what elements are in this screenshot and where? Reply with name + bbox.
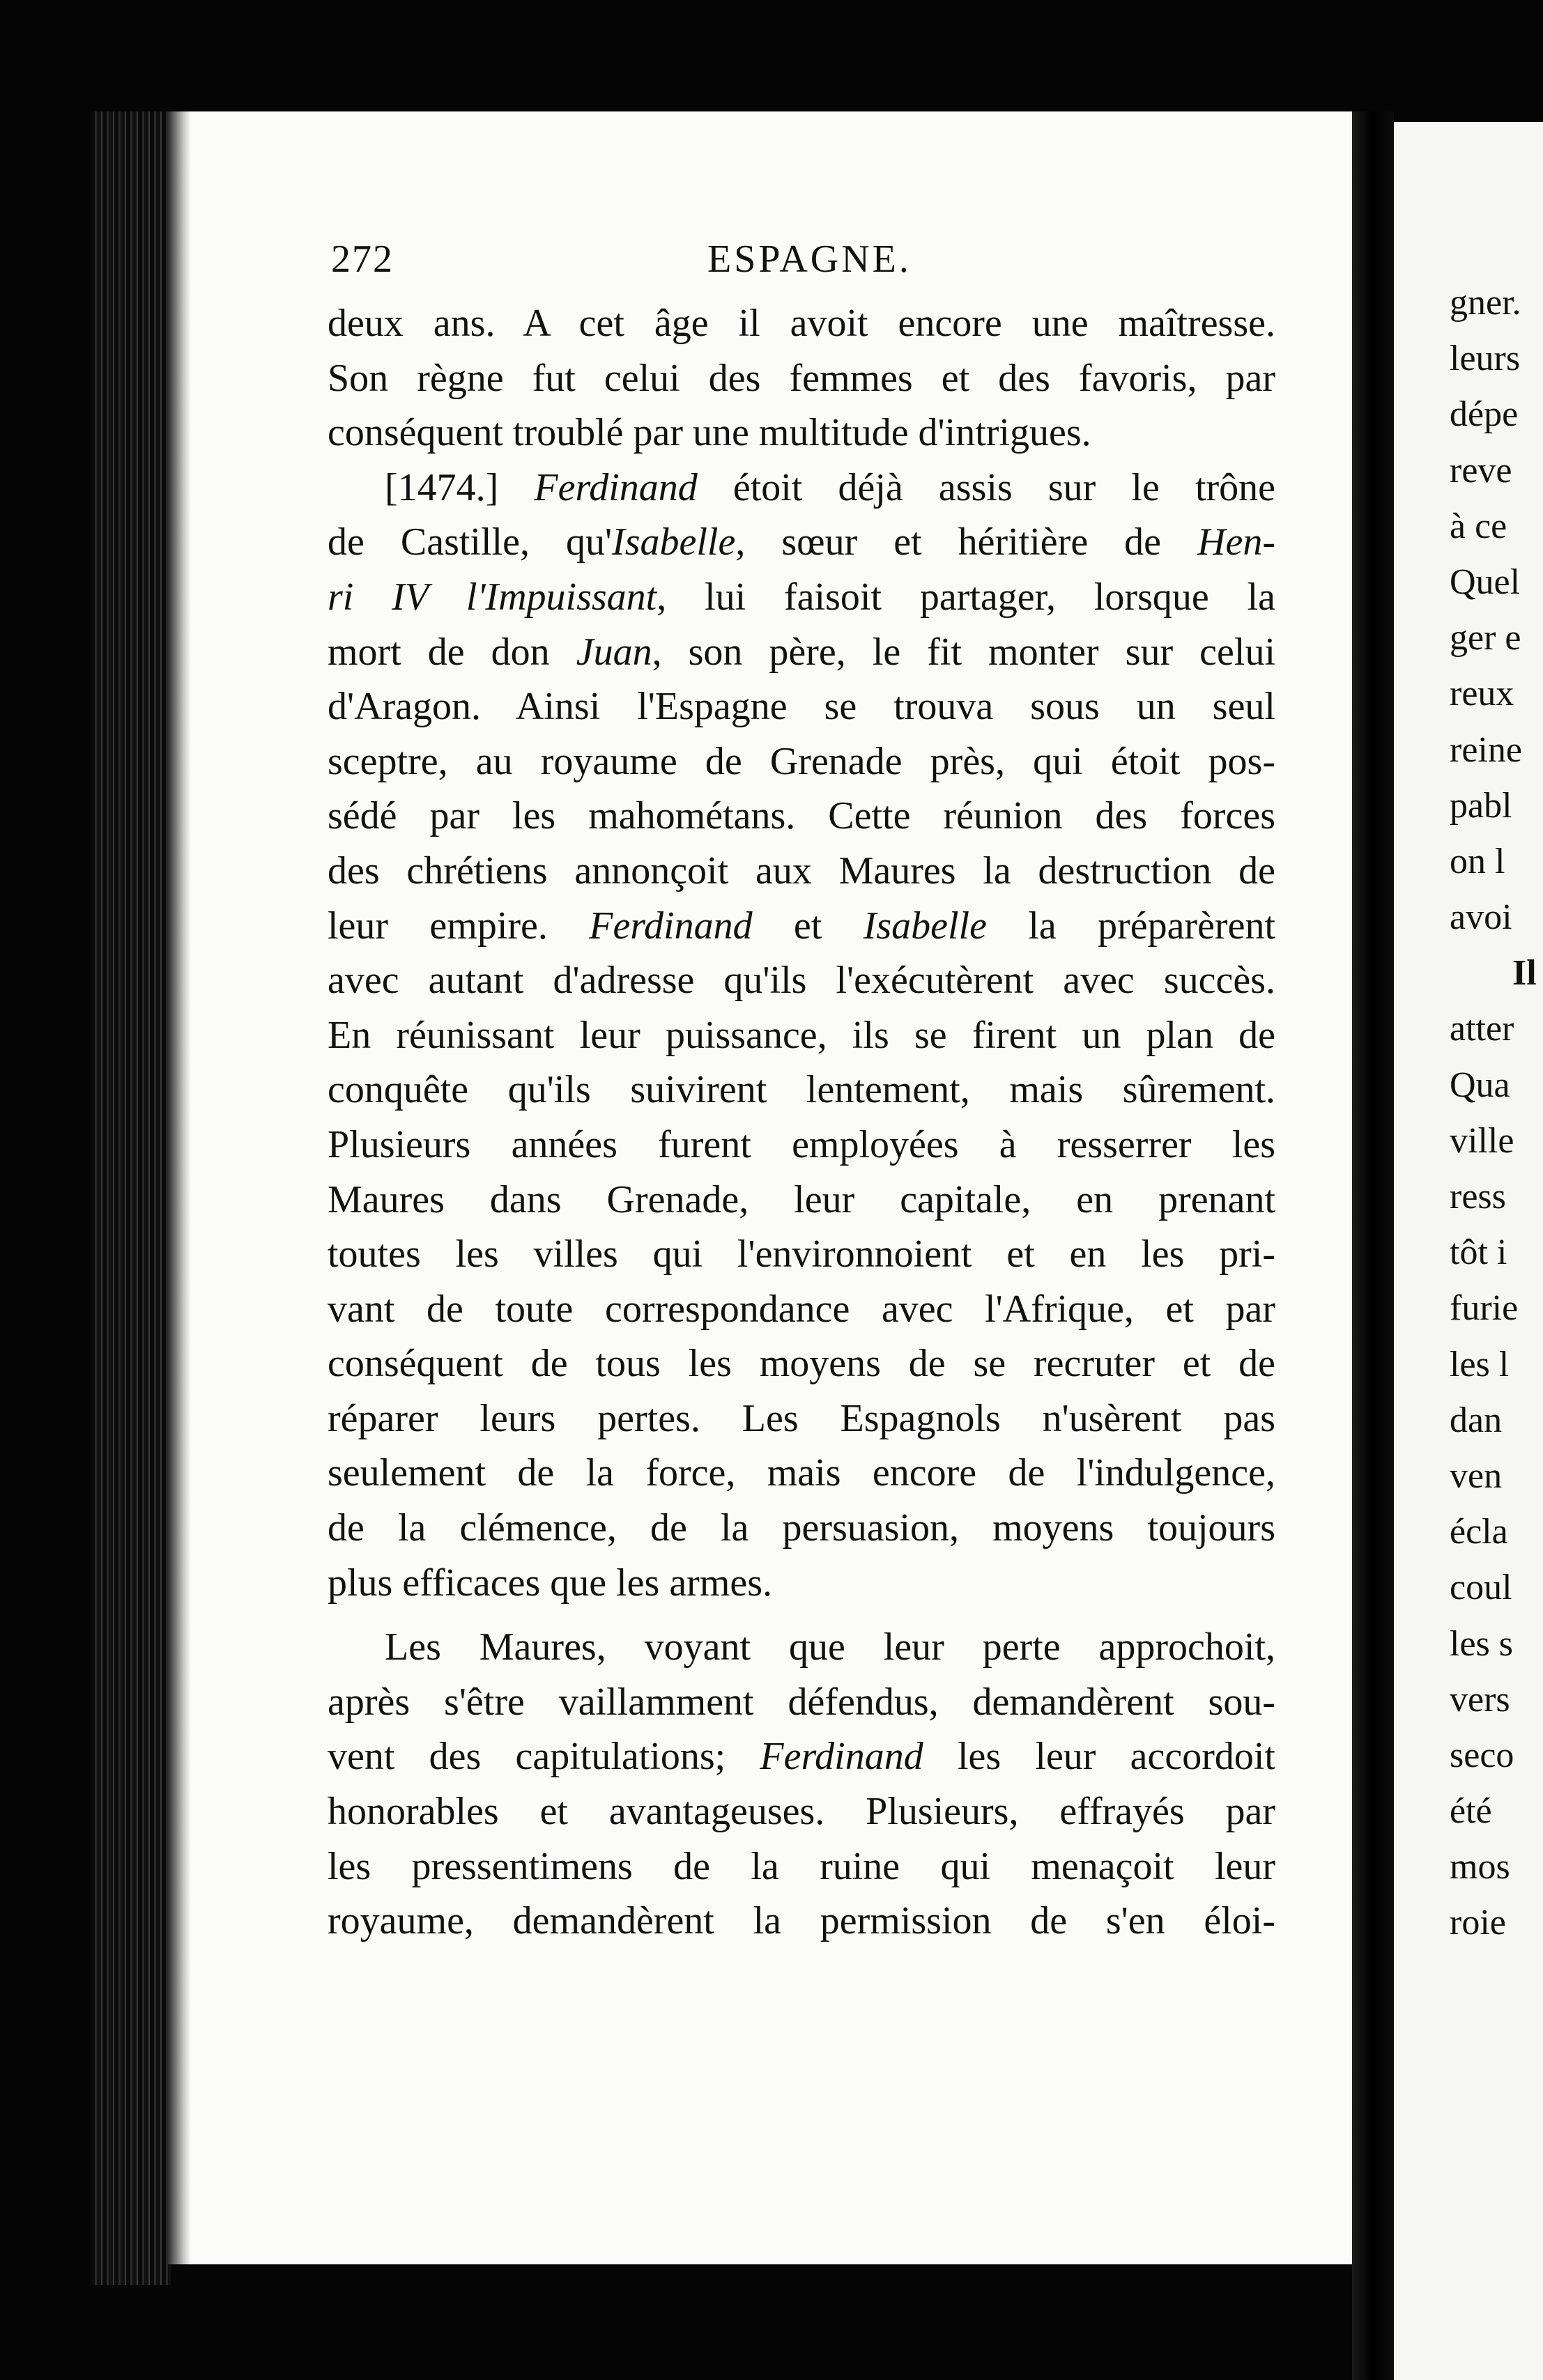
facing-page-fragment: dan — [1450, 1400, 1503, 1440]
text-line — [328, 1062, 1275, 1118]
text-run: vent des capitulations; — [328, 1735, 760, 1779]
text-run: Maures dans Grenade, leur capitale, en prenant — [328, 1177, 1275, 1221]
facing-page-fragment: les l — [1450, 1344, 1510, 1384]
text-line — [328, 734, 1275, 789]
text-run: vant de toute correspondance avec l'Afrique, et par — [328, 1287, 1275, 1331]
page-header — [331, 237, 1279, 286]
text-line — [328, 1118, 1275, 1173]
text-run: conséquent troublé par une multitude d'intrigues. — [328, 411, 1091, 455]
text-line — [328, 1556, 1275, 1611]
text-line — [328, 1336, 1275, 1391]
text-run: En réunissant leur puissance, ils se firent un plan de — [328, 1013, 1275, 1057]
book-binding-edge — [91, 111, 171, 2285]
text-run: de la clémence, de la persuasion, moyens toujours — [328, 1506, 1275, 1550]
text-run: [1474.] — [385, 465, 535, 509]
text-run: conséquent de tous les moyens de se recruter et de — [328, 1342, 1275, 1386]
text-run: de Castille, qu' — [328, 520, 613, 564]
text-line — [328, 1894, 1275, 1949]
text-line — [328, 1501, 1275, 1556]
facing-page-fragment: reine — [1450, 729, 1522, 770]
facing-page-fragment: dépe — [1450, 394, 1519, 435]
text-run: les leur accordoit — [923, 1735, 1275, 1779]
facing-page-fragment: furie — [1450, 1288, 1519, 1329]
text-run: royaume, demandèrent la permission de s'en éloi- — [328, 1899, 1275, 1943]
facing-page-fragment: à ce — [1450, 506, 1507, 546]
text-run: la préparèrent — [986, 904, 1275, 948]
text-run: seulement de la force, mais encore de l'indulgence, — [328, 1451, 1275, 1495]
text-line — [328, 899, 1275, 954]
text-line — [328, 570, 1275, 625]
text-run: deux ans. A cet âge il avoit encore une maîtresse. — [328, 302, 1275, 345]
text-line — [328, 953, 1275, 1008]
text-run: , son père, le fit monter sur celui — [652, 630, 1275, 674]
page-edge-shadow — [1352, 111, 1394, 2380]
text-line — [328, 679, 1275, 734]
text-line — [328, 1620, 1275, 1675]
text-line — [328, 1173, 1275, 1228]
text-run: mort de don — [328, 630, 576, 674]
text-run: Son règne fut celui des femmes et des favoris, par — [328, 356, 1275, 400]
facing-page-fragment: reve — [1450, 450, 1512, 490]
facing-page-fragment: on l — [1450, 841, 1505, 881]
facing-page-fragment: les s — [1450, 1623, 1513, 1664]
text-line — [328, 1391, 1275, 1446]
text-line — [328, 1008, 1275, 1063]
facing-page-fragment: roie — [1450, 1903, 1506, 1943]
facing-page-fragment: vers — [1450, 1679, 1510, 1720]
text-line — [328, 1729, 1275, 1784]
text-run: Les Maures, voyant que leur perte approchoit, — [385, 1625, 1275, 1669]
text-run: après s'être vaillamment défendus, demandèrent sou- — [328, 1680, 1275, 1724]
facing-page-fragment: seco — [1450, 1735, 1514, 1775]
page-number: 272 — [331, 238, 394, 281]
page-gutter-shadow — [167, 111, 191, 2264]
text-line — [328, 1227, 1275, 1282]
text-line — [328, 1839, 1275, 1894]
text-line — [328, 1784, 1275, 1839]
text-run: , sœur et héritière de — [735, 520, 1198, 564]
text-line — [328, 625, 1275, 680]
text-run: d'Aragon. Ainsi l'Espagne se trouva sous un seul — [328, 685, 1275, 729]
text-run: des chrétiens annonçoit aux Maures la destruction de — [328, 849, 1275, 892]
text-run: sédé par les mahométans. Cette réunion des forces — [328, 794, 1275, 838]
facing-page-fragment: ven — [1450, 1455, 1503, 1496]
text-run: honorables et avantageuses. Plusieurs, effrayés par — [328, 1790, 1275, 1834]
facing-page-text — [1450, 275, 1543, 1952]
facing-page-fragment: été — [1450, 1791, 1492, 1832]
facing-page-fragment: ger e — [1450, 618, 1521, 658]
italic-name: ri IV l'Impuissant — [328, 575, 657, 619]
facing-page-fragment: mos — [1450, 1847, 1510, 1887]
text-line — [328, 1282, 1275, 1337]
facing-page-fragment: ville — [1450, 1120, 1514, 1161]
text-run: avec autant d'adresse qu'ils l'exécutèrent avec succès. — [328, 959, 1275, 1003]
italic-name: Hen- — [1197, 520, 1275, 564]
italic-name: Ferdinand — [534, 465, 698, 509]
text-line — [328, 1675, 1275, 1730]
text-line — [328, 461, 1275, 516]
text-line — [328, 351, 1275, 406]
italic-name: Isabelle — [863, 904, 987, 948]
text-run: et — [752, 904, 863, 948]
facing-page-fragment: coul — [1450, 1568, 1512, 1608]
text-line — [328, 1446, 1275, 1501]
text-run: étoit déjà assis sur le trône — [697, 465, 1276, 509]
text-line — [328, 296, 1275, 351]
italic-name: Isabelle — [612, 520, 736, 564]
text-line — [328, 789, 1275, 844]
facing-page-fragment: Il — [1512, 953, 1537, 994]
text-run: plus efficaces que les armes. — [328, 1561, 773, 1605]
body-text — [328, 296, 1275, 1949]
text-run: sceptre, au royaume de Grenade près, qui étoit pos- — [328, 739, 1275, 783]
text-run: Plusieurs années furent employées à resserrer les — [328, 1122, 1275, 1166]
facing-page-fragment: ress — [1450, 1177, 1506, 1216]
facing-page-fragment: atter — [1450, 1009, 1514, 1049]
facing-page-fragment: Quel — [1450, 562, 1521, 602]
text-line — [328, 405, 1275, 461]
facing-page-fragment: avoi — [1450, 897, 1512, 938]
facing-page-fragment: reux — [1450, 674, 1514, 714]
facing-page-fragment: Qua — [1450, 1065, 1510, 1105]
text-line — [328, 844, 1275, 899]
text-run: conquête qu'ils suivirent lentement, mais sûrement. — [328, 1068, 1275, 1112]
text-run: , lui faisoit partager, lorsque la — [657, 575, 1275, 619]
text-run: leur empire. — [328, 904, 590, 948]
text-run: réparer leurs pertes. Les Espagnols n'usèrent pas — [328, 1396, 1275, 1440]
italic-name: Juan — [576, 630, 652, 674]
italic-name: Ferdinand — [760, 1735, 923, 1779]
text-line — [328, 515, 1275, 570]
italic-name: Ferdinand — [589, 904, 753, 948]
facing-page-fragment: gner. — [1450, 283, 1521, 323]
text-run: les pressentimens de la ruine qui menaçoit leur — [328, 1844, 1275, 1888]
facing-page-fragment: tôt i — [1450, 1232, 1507, 1273]
text-run: toutes les villes qui l'environnoient et en les pri- — [328, 1232, 1275, 1276]
facing-page-fragment: leurs — [1450, 339, 1521, 379]
running-title: ESPAGNE. — [707, 238, 912, 281]
facing-page-fragment: pabl — [1450, 785, 1512, 826]
facing-page-fragment: écla — [1450, 1512, 1508, 1552]
